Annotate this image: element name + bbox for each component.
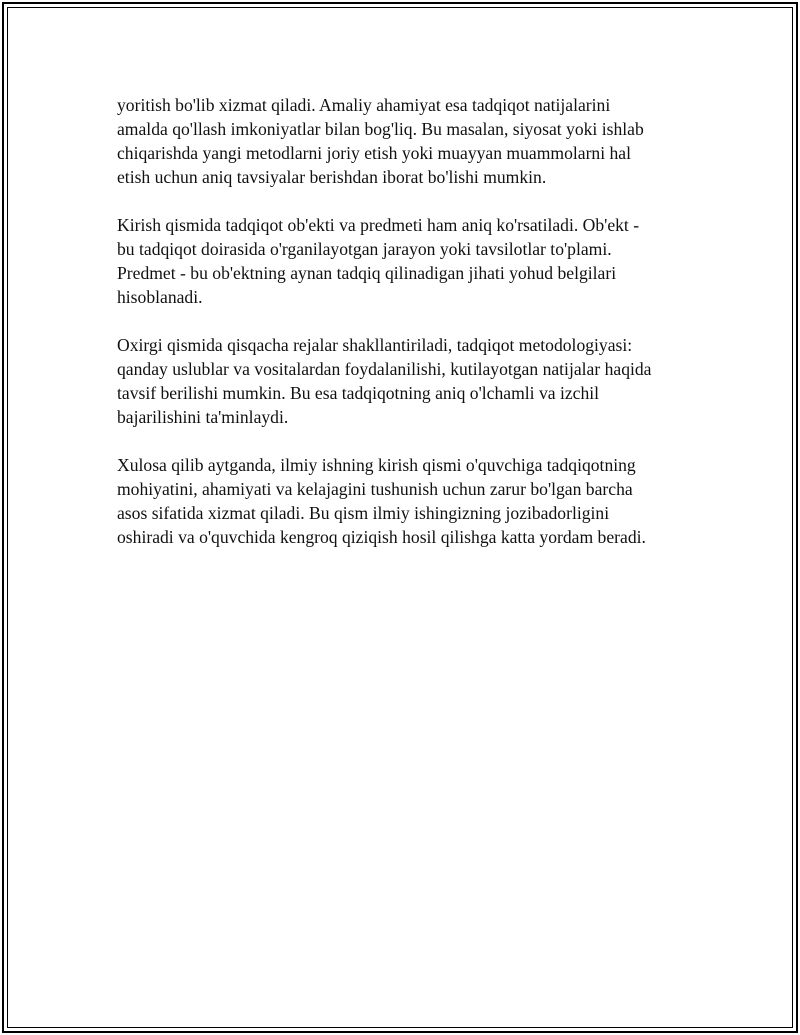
paragraph-methodology: Oxirgi qismida qisqacha rejalar shakllantiriladi, tadqiqot metodologiyasi: qanday uslublar va vositalardan foydalanilishi, kutilayotgan natijalar haqida tavsif berilishi mumkin. Bu esa tadqiqotning aniq o'lchamli va izchil bajarilishini ta'minlaydi. bbox=[117, 335, 652, 427]
paragraph-object-and-subject: Kirish qismida tadqiqot ob'ekti va predmeti ham aniq ko'rsatiladi. Ob'ekt - bu tadqiqot doirasida o'rganilayotgan jarayon yoki tavsilotlar to'plami. Predmet - bu ob'ektning aynan tadqiq qilinadigan jihati yohud belgilari hisoblanadi. bbox=[117, 215, 640, 307]
paragraph-conclusion: Xulosa qilib aytganda, ilmiy ishning kirish qismi o'quvchiga tadqiqotning mohiyatini, ahamiyati va kelajagini tushunish uchun zarur bo'lgan barcha asos sifatida xizmat qiladi. Bu qism ilmiy ishingizning jozibadorligini oshiradi va o'quvchida kengroq qiziqish hosil qilishga katta yordam beradi. bbox=[117, 455, 646, 547]
document-body bbox=[117, 93, 687, 573]
paragraph-practical-significance: yoritish bo'lib xizmat qiladi. Amaliy ahamiyat esa tadqiqot natijalarini amalda qo'llash imkoniyatlar bilan bog'liq. Bu masalan, siyosat yoki ishlab chiqarishda yangi metodlarni joriy etish yoki muayyan muammolarni hal etish uchun aniq tavsiyalar berishdan iborat bo'lishi mumkin. bbox=[117, 95, 644, 187]
